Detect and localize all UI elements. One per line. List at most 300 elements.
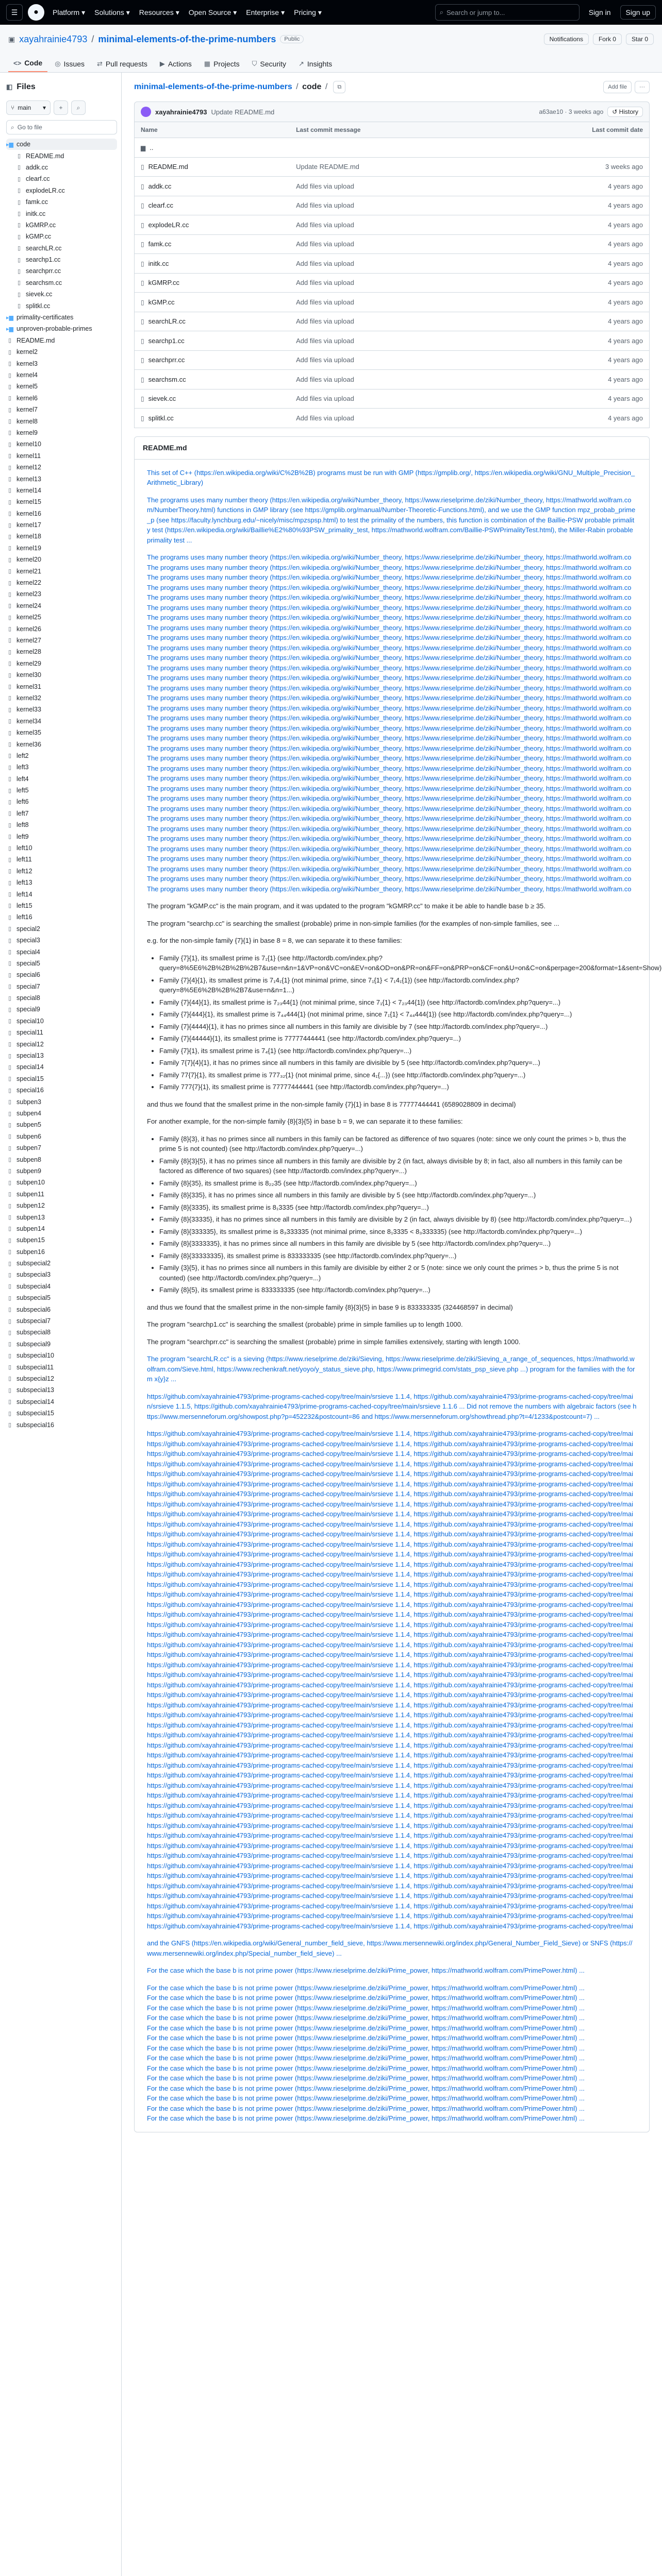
readme-link-line[interactable]: The programs uses many number theory (https://en.wikipedia.org/wiki/Number_theory, https://www.rieselprime.de/ziki/Number_theory, https://mathworld.wolfram.co	[147, 784, 632, 792]
readme-link-line[interactable]: https://github.com/xayahrainie4793/prime-programs-cached-copy/tree/main/srsieve 1.1.4, https://github.com/xayahrainie4793/prime-programs-cached-copy/tree/mai	[147, 1631, 633, 1638]
readme-link-line[interactable]: https://github.com/xayahrainie4793/prime-programs-cached-copy/tree/main/srsieve 1.1.4, https://github.com/xayahrainie4793/prime-programs-cached-copy/tree/mai	[147, 1430, 633, 1437]
file-name-link[interactable]: searchsm.cc	[148, 375, 186, 383]
tree-item[interactable]	[6, 1361, 117, 1372]
tree-item[interactable]	[6, 508, 117, 519]
tree-item[interactable]	[6, 1303, 117, 1315]
commit-message-cell[interactable]: Add files via upload	[290, 350, 487, 370]
readme-link-line[interactable]: For the case which the base b is not prime power (https://www.rieselprime.de/ziki/Prime_power, https://mathworld.wolfram.com/PrimePower.html) ...	[147, 2094, 585, 2102]
github-logo-icon[interactable]: ●	[28, 4, 44, 21]
tree-item[interactable]	[6, 519, 117, 531]
tree-item[interactable]	[6, 1419, 117, 1430]
commit-message-cell[interactable]: Add files via upload	[290, 293, 487, 312]
table-row[interactable]	[135, 138, 650, 158]
tree-item[interactable]	[6, 1292, 117, 1303]
tab-issues[interactable]	[49, 56, 90, 72]
readme-link-line[interactable]: The programs uses many number theory (https://en.wikipedia.org/wiki/Number_theory, https://www.rieselprime.de/ziki/Number_theory, https://mathworld.wolfram.co	[147, 844, 632, 853]
readme-link-line[interactable]: https://github.com/xayahrainie4793/prime-programs-cached-copy/tree/main/srsieve 1.1.4, https://github.com/xayahrainie4793/prime-programs-cached-copy/tree/mai	[147, 1741, 633, 1749]
readme-link-line[interactable]: For the case which the base b is not prime power (https://www.rieselprime.de/ziki/Prime_power, https://mathworld.wolfram.com/PrimePower.html) ...	[147, 2114, 585, 2122]
tree-item[interactable]	[6, 531, 117, 542]
readme-link-line[interactable]: The programs uses many number theory (https://en.wikipedia.org/wiki/Number_theory, https://www.rieselprime.de/ziki/Number_theory, https://mathworld.wolfram.co	[147, 594, 632, 601]
readme-link-line[interactable]: https://github.com/xayahrainie4793/prime-programs-cached-copy/tree/main/srsieve 1.1.4, https://github.com/xayahrainie4793/prime-programs-cached-copy/tree/mai	[147, 1530, 633, 1538]
tab-pull-requests[interactable]	[92, 56, 153, 72]
readme-link-line[interactable]: https://github.com/xayahrainie4793/prime-programs-cached-copy/tree/main/srsieve 1.1.4, https://github.com/xayahrainie4793/prime-programs-cached-copy/tree/mai	[147, 1611, 633, 1618]
tree-item[interactable]	[6, 600, 117, 612]
readme-link-line[interactable]: https://github.com/xayahrainie4793/prime-programs-cached-copy/tree/main/srsieve 1.1.4, https://github.com/xayahrainie4793/prime-programs-cached-copy/tree/mai	[147, 1721, 633, 1729]
readme-link-line[interactable]: https://github.com/xayahrainie4793/prime-programs-cached-copy/tree/main/srsieve 1.1.4, https://github.com/xayahrainie4793/prime-programs-cached-copy/tree/mai	[147, 1681, 633, 1689]
readme-link-line[interactable]: https://github.com/xayahrainie4793/prime-programs-cached-copy/tree/main/srsieve 1.1.4, https://github.com/xayahrainie4793/prime-programs-cached-copy/tree/mai	[147, 1761, 633, 1769]
history-button[interactable]	[607, 107, 643, 117]
readme-link-line[interactable]: https://github.com/xayahrainie4793/prime-programs-cached-copy/tree/main/srsieve 1.1.4, https://github.com/xayahrainie4793/prime-programs-cached-copy/tree/mai	[147, 1520, 633, 1528]
tree-item[interactable]	[6, 808, 117, 819]
tree-item[interactable]	[6, 738, 117, 750]
sign-in-link[interactable]: Sign in	[588, 8, 611, 16]
tree-item[interactable]	[6, 842, 117, 854]
tree-item[interactable]	[6, 1073, 117, 1084]
tree-item[interactable]	[6, 1350, 117, 1361]
tree-item[interactable]	[6, 577, 117, 588]
readme-link-line[interactable]: https://github.com/xayahrainie4793/prime-programs-cached-copy/tree/main/srsieve 1.1.4, https://github.com/xayahrainie4793/prime-programs-cached-copy/tree/mai	[147, 1651, 633, 1658]
copy-path-icon[interactable]: ⧉	[333, 81, 345, 93]
file-name-link[interactable]: README.md	[148, 163, 188, 171]
readme-link-line[interactable]: The programs uses many number theory (https://en.wikipedia.org/wiki/Number_theory, https://www.rieselprime.de/ziki/Number_theory, https://mathworld.wolfram.co	[147, 835, 632, 842]
tree-item[interactable]	[6, 1108, 117, 1119]
readme-link-line[interactable]: The programs uses many number theory (https://en.wikipedia.org/wiki/Number_theory, https://www.rieselprime.de/ziki/Number_theory, https://mathworld.wolfram.co	[147, 603, 632, 612]
tree-item[interactable]	[6, 1327, 117, 1338]
readme-link-line[interactable]: The programs uses many number theory (https://en.wikipedia.org/wiki/Number_theory, https://www.rieselprime.de/ziki/Number_theory, https://mathworld.wolfram.co	[147, 764, 632, 772]
tree-item[interactable]	[6, 415, 117, 427]
top-menu-item[interactable]	[186, 8, 240, 17]
readme-link-line[interactable]: https://github.com/xayahrainie4793/prime-programs-cached-copy/tree/main/srsieve 1.1.4, https://github.com/xayahrainie4793/prime-programs-cached-copy/tree/mai	[147, 1480, 633, 1488]
tree-item[interactable]	[6, 1131, 117, 1142]
tree-item[interactable]	[6, 669, 117, 681]
avatar[interactable]	[141, 107, 151, 117]
tree-item[interactable]	[6, 692, 117, 704]
file-name-link[interactable]: kGMRP.cc	[148, 279, 180, 287]
tree-item[interactable]	[6, 185, 117, 196]
readme-link-line[interactable]: https://github.com/xayahrainie4793/prime-programs-cached-copy/tree/main/srsieve 1.1.4, https://github.com/xayahrainie4793/prime-programs-cached-copy/tree/mai	[147, 1811, 633, 1819]
tree-item[interactable]	[6, 681, 117, 692]
tree-item[interactable]	[6, 427, 117, 438]
tree-item[interactable]	[6, 1038, 117, 1049]
readme-link-line[interactable]: The programs uses many number theory (https://en.wikipedia.org/wiki/Number_theory, https://www.rieselprime.de/ziki/Number_theory, https://mathworld.wolfram.co	[147, 643, 632, 652]
tree-item[interactable]	[6, 1015, 117, 1027]
file-name-cell[interactable]	[135, 196, 290, 215]
readme-link-line[interactable]: https://github.com/xayahrainie4793/prime-programs-cached-copy/tree/main/srsieve 1.1.4, https://github.com/xayahrainie4793/prime-programs-cached-copy/tree/mai	[147, 1450, 633, 1458]
table-row[interactable]	[135, 273, 650, 293]
file-name-cell[interactable]	[135, 215, 290, 235]
tree-item[interactable]	[6, 265, 117, 277]
readme-link-line[interactable]: https://github.com/xayahrainie4793/prime-programs-cached-copy/tree/main/srsieve 1.1.4, https://github.com/xayahrainie4793/prime-programs-cached-copy/tree/mai	[147, 1751, 633, 1759]
file-name-cell[interactable]	[135, 273, 290, 293]
commit-message-cell[interactable]: Add files via upload	[290, 196, 487, 215]
tree-item[interactable]	[6, 473, 117, 484]
tab-projects[interactable]	[199, 56, 245, 72]
readme-link-line[interactable]: https://github.com/xayahrainie4793/prime-programs-cached-copy/tree/main/srsieve 1.1.4, https://github.com/xayahrainie4793/prime-programs-cached-copy/tree/mai	[147, 1731, 633, 1739]
readme-link-line[interactable]: The programs uses many number theory (https://en.wikipedia.org/wiki/Number_theory, https://www.rieselprime.de/ziki/Number_theory, https://mathworld.wolfram.co	[147, 865, 632, 873]
hamburger-menu-icon[interactable]: ☰	[6, 4, 23, 21]
readme-link-line[interactable]: The programs uses many number theory (https://en.wikipedia.org/wiki/Number_theory, https://www.rieselprime.de/ziki/Number_theory, https://mathworld.wolfram.co	[147, 654, 632, 662]
commit-message-cell[interactable]: Add files via upload	[290, 312, 487, 331]
commit-message-cell[interactable]: Add files via upload	[290, 254, 487, 274]
tree-item[interactable]	[6, 485, 117, 496]
file-name-link[interactable]: addk.cc	[148, 182, 172, 190]
file-name-link[interactable]: famk.cc	[148, 240, 172, 248]
commit-message-cell[interactable]: Add files via upload	[290, 389, 487, 409]
table-row[interactable]	[135, 177, 650, 196]
tree-item[interactable]	[6, 704, 117, 715]
readme-link-line[interactable]: https://github.com/xayahrainie4793/prime-programs-cached-copy/tree/main/srsieve 1.1.4, https://github.com/xayahrainie4793/prime-programs-cached-copy/tree/mai	[147, 1550, 633, 1558]
file-name-link[interactable]: searchprr.cc	[148, 356, 185, 364]
readme-link-line[interactable]: For the case which the base b is not prime power (https://www.rieselprime.de/ziki/Prime_power, https://mathworld.wolfram.com/PrimePower.html) ...	[147, 2034, 585, 2042]
tree-item[interactable]	[6, 335, 117, 346]
repo-name-link[interactable]: minimal-elements-of-the-prime-numbers	[98, 33, 276, 44]
file-name-cell[interactable]	[135, 312, 290, 331]
tree-item[interactable]	[6, 404, 117, 415]
readme-link-line[interactable]: https://github.com/xayahrainie4793/prime-programs-cached-copy/tree/main/srsieve 1.1.4, https://github.com/xayahrainie4793/prime-programs-cached-copy/tree/mai	[147, 1841, 633, 1850]
readme-link-line[interactable]: https://github.com/xayahrainie4793/prime-programs-cached-copy/tree/main/srsieve 1.1.4, https://github.com/xayahrainie4793/prime-programs-cached-copy/tree/mai	[147, 1660, 633, 1669]
file-name-cell[interactable]	[135, 370, 290, 389]
repo-action-button[interactable]: Star 0	[626, 33, 654, 45]
readme-link-line[interactable]: For the case which the base b is not prime power (https://www.rieselprime.de/ziki/Prime_power, https://mathworld.wolfram.com/PrimePower.html) ...	[147, 2004, 585, 2012]
tree-item[interactable]	[6, 716, 117, 727]
readme-link-line[interactable]: For the case which the base b is not prime power (https://www.rieselprime.de/ziki/Prime_power, https://mathworld.wolfram.com/PrimePower.html) ...	[147, 2044, 585, 2052]
readme-link-line[interactable]: The programs uses many number theory (https://en.wikipedia.org/wiki/Number_theory, https://www.rieselprime.de/ziki/Number_theory, https://mathworld.wolfram.co	[147, 875, 632, 883]
readme-link-line[interactable]: https://github.com/xayahrainie4793/prime-programs-cached-copy/tree/main/srsieve 1.1.4, https://github.com/xayahrainie4793/prime-programs-cached-copy/tree/mai	[147, 1872, 633, 1879]
tree-item[interactable]	[6, 150, 117, 161]
tree-item[interactable]	[6, 208, 117, 219]
tree-item[interactable]	[6, 785, 117, 796]
tree-item[interactable]	[6, 289, 117, 300]
readme-link-line[interactable]: The programs uses many number theory (https://en.wikipedia.org/wiki/Number_theory, https://www.rieselprime.de/ziki/Number_theory, https://mathworld.wolfram.co	[147, 573, 632, 581]
readme-link-line[interactable]: The programs uses many number theory (https://en.wikipedia.org/wiki/Number_theory, https://www.rieselprime.de/ziki/Number_theory, https://mathworld.wolfram.co	[147, 614, 632, 621]
tree-item[interactable]	[6, 1119, 117, 1130]
table-row[interactable]	[135, 293, 650, 312]
file-name-link[interactable]: searchLR.cc	[148, 317, 186, 326]
tree-item[interactable]	[6, 1315, 117, 1327]
readme-link-line[interactable]: For the case which the base b is not prime power (https://www.rieselprime.de/ziki/Prime_power, https://mathworld.wolfram.com/PrimePower.html) ...	[147, 2084, 585, 2092]
readme-link-line[interactable]: The programs uses many number theory (https://en.wikipedia.org/wiki/Number_theory, https://www.rieselprime.de/ziki/Number_theory, https://mathworld.wolfram.co	[147, 714, 632, 722]
tree-item[interactable]	[6, 1408, 117, 1419]
tree-item[interactable]	[6, 1027, 117, 1038]
readme-link-line[interactable]: https://github.com/xayahrainie4793/prime-programs-cached-copy/tree/main/srsieve 1.1.4, https://github.com/xayahrainie4793/prime-programs-cached-copy/tree/mai	[147, 1460, 633, 1468]
readme-link-line[interactable]: The programs uses many number theory (https://en.wikipedia.org/wiki/Number_theory, https://www.rieselprime.de/ziki/Number_theory, https://mathworld.wolfram.co	[147, 804, 632, 812]
tree-item[interactable]	[6, 277, 117, 289]
file-name-link[interactable]: ..	[150, 143, 154, 151]
readme-link-line[interactable]: The programs uses many number theory (https://en.wikipedia.org/wiki/Number_theory, https://www.rieselprime.de/ziki/Number_theory, https://mathworld.wolfram.co	[147, 815, 632, 822]
tab-security[interactable]	[247, 56, 291, 72]
readme-link-line[interactable]: For the case which the base b is not prime power (https://www.rieselprime.de/ziki/Prime_power, https://mathworld.wolfram.com/PrimePower.html) ...	[147, 2014, 585, 2022]
commit-message-cell[interactable]: Add files via upload	[290, 370, 487, 389]
tree-item[interactable]	[6, 935, 117, 946]
commit-message-cell[interactable]: Add files via upload	[290, 331, 487, 351]
commit-message-cell[interactable]: Add files via upload	[290, 177, 487, 196]
tree-item[interactable]	[6, 254, 117, 265]
table-row[interactable]	[135, 389, 650, 409]
tree-item[interactable]	[6, 1165, 117, 1177]
tree-item[interactable]	[6, 231, 117, 242]
readme-link-line[interactable]: https://github.com/xayahrainie4793/prime-programs-cached-copy/tree/main/srsieve 1.1.4, https://github.com/xayahrainie4793/prime-programs-cached-copy/tree/mai	[147, 1560, 633, 1568]
breadcrumb-action-button[interactable]: ···	[635, 81, 650, 93]
file-name-cell[interactable]	[135, 331, 290, 351]
breadcrumb-action-button[interactable]: Add file	[603, 81, 632, 93]
table-row[interactable]	[135, 234, 650, 254]
commit-message-cell[interactable]: Add files via upload	[290, 273, 487, 293]
tree-item[interactable]	[6, 911, 117, 923]
tab-actions[interactable]	[155, 56, 197, 72]
tree-item[interactable]	[6, 612, 117, 623]
table-row[interactable]	[135, 196, 650, 215]
sign-up-button[interactable]: Sign up	[620, 5, 656, 20]
readme-link-line[interactable]: The programs uses many number theory (https://en.wikipedia.org/wiki/Number_theory, https://www.rieselprime.de/ziki/Number_theory, https://mathworld.wolfram.co	[147, 824, 632, 833]
tree-item[interactable]	[6, 866, 117, 877]
readme-link-line[interactable]: https://github.com/xayahrainie4793/prime-programs-cached-copy/tree/main/srsieve 1.1.4, https://github.com/xayahrainie4793/prime-programs-cached-copy/tree/mai	[147, 1691, 633, 1699]
table-row[interactable]	[135, 254, 650, 274]
readme-link-line[interactable]: https://github.com/xayahrainie4793/prime-programs-cached-copy/tree/main/srsieve 1.1.4, https://github.com/xayahrainie4793/prime-programs-cached-copy/tree/mai	[147, 1832, 633, 1839]
top-menu-item[interactable]	[243, 8, 288, 17]
tree-item[interactable]	[6, 1154, 117, 1165]
file-name-link[interactable]: explodeLR.cc	[148, 221, 189, 229]
file-name-link[interactable]: clearf.cc	[148, 201, 174, 210]
tree-item[interactable]	[6, 1269, 117, 1280]
tree-item[interactable]	[6, 831, 117, 842]
readme-link-line[interactable]: The programs uses many number theory (https://en.wikipedia.org/wiki/Number_theory, https://www.rieselprime.de/ziki/Number_theory, https://mathworld.wolfram.co	[147, 734, 632, 742]
tree-item[interactable]	[6, 946, 117, 957]
tree-item[interactable]	[6, 900, 117, 911]
readme-link-line[interactable]: For the case which the base b is not prime power (https://www.rieselprime.de/ziki/Prime_power, https://mathworld.wolfram.com/PrimePower.html) ...	[147, 1984, 585, 1992]
tree-item[interactable]	[6, 888, 117, 900]
tree-item[interactable]	[6, 1223, 117, 1234]
tree-item[interactable]	[6, 219, 117, 231]
readme-link-line[interactable]: https://github.com/xayahrainie4793/prime-programs-cached-copy/tree/main/srsieve 1.1.4, https://github.com/xayahrainie4793/prime-programs-cached-copy/tree/mai	[147, 1902, 633, 1910]
readme-link-line[interactable]: For the case which the base b is not prime power (https://www.rieselprime.de/ziki/Prime_power, https://mathworld.wolfram.com/PrimePower.html) ...	[147, 2054, 585, 2062]
readme-link-line[interactable]: The programs uses many number theory (https://en.wikipedia.org/wiki/Number_theory, https://www.rieselprime.de/ziki/Number_theory, https://mathworld.wolfram.co	[147, 674, 632, 682]
tab-insights[interactable]	[293, 56, 337, 72]
tree-item[interactable]	[6, 462, 117, 473]
file-name-cell[interactable]	[135, 234, 290, 254]
readme-link-line[interactable]: The programs uses many number theory (https://en.wikipedia.org/wiki/Number_theory, https://www.rieselprime.de/ziki/Number_theory, https://mathworld.wolfram.co	[147, 704, 632, 712]
file-name-link[interactable]: sievek.cc	[148, 395, 176, 403]
readme-link-line[interactable]: https://github.com/xayahrainie4793/prime-programs-cached-copy/tree/main/srsieve 1.1.4, https://github.com/xayahrainie4793/prime-programs-cached-copy/tree/mai	[147, 1892, 633, 1900]
tree-item[interactable]	[6, 1384, 117, 1396]
table-row[interactable]	[135, 409, 650, 428]
tree-item[interactable]	[6, 1177, 117, 1188]
tree-item[interactable]	[6, 1281, 117, 1292]
tree-item[interactable]	[6, 358, 117, 369]
tree-item[interactable]	[6, 1338, 117, 1350]
tree-item[interactable]	[6, 1050, 117, 1061]
readme-link-line[interactable]: https://github.com/xayahrainie4793/prime-programs-cached-copy/tree/main/srsieve 1.1.4, https://github.com/xayahrainie4793/prime-programs-cached-copy/tree/mai	[147, 1711, 633, 1719]
tree-item[interactable]	[6, 796, 117, 807]
file-name-cell[interactable]	[135, 293, 290, 312]
tree-item[interactable]	[6, 588, 117, 600]
file-name-link[interactable]: kGMP.cc	[148, 298, 175, 306]
tree-item[interactable]	[6, 1189, 117, 1200]
tree-item[interactable]	[6, 969, 117, 980]
tree-item[interactable]	[6, 646, 117, 657]
tree-item[interactable]	[6, 450, 117, 462]
branch-selector[interactable]	[6, 100, 51, 115]
file-name-cell[interactable]	[135, 157, 290, 177]
tree-item[interactable]	[6, 761, 117, 773]
readme-link-line[interactable]: The programs uses many number theory (https://en.wikipedia.org/wiki/Number_theory, https://www.rieselprime.de/ziki/Number_theory, https://mathworld.wolfram.co	[147, 583, 632, 591]
tree-item[interactable]	[6, 300, 117, 311]
tree-item[interactable]	[6, 981, 117, 992]
tree-item[interactable]	[6, 623, 117, 634]
tree-item[interactable]	[6, 658, 117, 669]
readme-link-line[interactable]: https://github.com/xayahrainie4793/prime-programs-cached-copy/tree/main/srsieve 1.1.4, https://github.com/xayahrainie4793/prime-programs-cached-copy/tree/mai	[147, 1771, 633, 1779]
breadcrumb-repo-link[interactable]: minimal-elements-of-the-prime-numbers	[134, 82, 292, 91]
global-search-input[interactable]	[435, 4, 580, 21]
readme-link-line[interactable]: https://github.com/xayahrainie4793/prime-programs-cached-copy/tree/main/srsieve 1.1.4, https://github.com/xayahrainie4793/prime-programs-cached-copy/tree/mai	[147, 1640, 633, 1649]
tree-item[interactable]	[6, 1211, 117, 1223]
readme-link-line[interactable]: For the case which the base b is not prime power (https://www.rieselprime.de/ziki/Prime_power, https://mathworld.wolfram.com/PrimePower.html) ...	[147, 2074, 585, 2082]
readme-link-line[interactable]: https://github.com/xayahrainie4793/prime-programs-cached-copy/tree/main/srsieve 1.1.4, https://github.com/xayahrainie4793/prime-programs-cached-copy/tree/mai	[147, 1470, 633, 1478]
tree-item[interactable]	[6, 243, 117, 254]
readme-link-line[interactable]: https://github.com/xayahrainie4793/prime-programs-cached-copy/tree/main/srsieve 1.1.4, https://github.com/xayahrainie4793/prime-programs-cached-copy/tree/mai	[147, 1701, 633, 1709]
tree-item[interactable]	[6, 438, 117, 450]
readme-link-line[interactable]: The programs uses many number theory (https://en.wikipedia.org/wiki/Number_theory, https://www.rieselprime.de/ziki/Number_theory, https://mathworld.wolfram.co	[147, 774, 632, 782]
readme-link-line[interactable]: The programs uses many number theory (https://en.wikipedia.org/wiki/Number_theory, https://www.rieselprime.de/ziki/Number_theory, https://mathworld.wolfram.co	[147, 794, 632, 802]
readme-link-line[interactable]: https://github.com/xayahrainie4793/prime-programs-cached-copy/tree/main/srsieve 1.1.4, https://github.com/xayahrainie4793/prime-programs-cached-copy/tree/mai	[147, 1882, 633, 1890]
readme-link-line[interactable]: https://github.com/xayahrainie4793/prime-programs-cached-copy/tree/main/srsieve 1.1.4, https://github.com/xayahrainie4793/prime-programs-cached-copy/tree/mai	[147, 1570, 633, 1578]
readme-link-line[interactable]: The programs uses many number theory (https://en.wikipedia.org/wiki/Number_theory, https://www.rieselprime.de/ziki/Number_theory, https://mathworld.wolfram.co	[147, 553, 632, 561]
top-menu-item[interactable]	[49, 8, 88, 17]
tree-item[interactable]	[6, 1004, 117, 1015]
file-name-cell[interactable]	[135, 409, 290, 428]
go-to-file-input[interactable]	[6, 120, 117, 134]
tree-item[interactable]	[6, 1061, 117, 1073]
readme-link-line[interactable]: For the case which the base b is not prime power (https://www.rieselprime.de/ziki/Prime_power, https://mathworld.wolfram.com/PrimePower.html) ...	[147, 2104, 585, 2112]
readme-link-line[interactable]: https://github.com/xayahrainie4793/prime-programs-cached-copy/tree/main/srsieve 1.1.4, https://github.com/xayahrainie4793/prime-programs-cached-copy/tree/mai	[147, 1510, 633, 1518]
readme-link-line[interactable]: The programs uses many number theory (https://en.wikipedia.org/wiki/Number_theory, https://www.rieselprime.de/ziki/Number_theory, https://mathworld.wolfram.co	[147, 744, 632, 752]
readme-link-line[interactable]: For the case which the base b is not prime power (https://www.rieselprime.de/ziki/Prime_power, https://mathworld.wolfram.com/PrimePower.html) ...	[147, 1994, 585, 2002]
repo-action-button[interactable]: Fork 0	[593, 33, 622, 45]
tree-item[interactable]	[6, 958, 117, 969]
table-row[interactable]	[135, 215, 650, 235]
tree-item[interactable]	[6, 173, 117, 184]
tree-item[interactable]	[6, 877, 117, 888]
readme-link-line[interactable]: The programs uses many number theory (https://en.wikipedia.org/wiki/Number_theory, https://www.rieselprime.de/ziki/Number_theory, https://mathworld.wolfram.co	[147, 664, 632, 672]
tree-item[interactable]	[6, 381, 117, 392]
readme-link-line[interactable]: https://github.com/xayahrainie4793/prime-programs-cached-copy/tree/main/srsieve 1.1.4, https://github.com/xayahrainie4793/prime-programs-cached-copy/tree/mai	[147, 1590, 633, 1598]
commit-message-cell[interactable]: Add files via upload	[290, 215, 487, 235]
commit-message-cell[interactable]: Add files via upload	[290, 234, 487, 254]
tree-item[interactable]	[6, 393, 117, 404]
file-name-cell[interactable]	[135, 389, 290, 409]
repo-action-button[interactable]: Notifications	[544, 33, 589, 45]
table-row[interactable]	[135, 350, 650, 370]
table-row[interactable]	[135, 312, 650, 331]
tree-item[interactable]	[6, 1396, 117, 1408]
top-menu-item[interactable]	[291, 8, 325, 17]
top-menu-item[interactable]	[91, 8, 133, 17]
readme-link-line[interactable]: For the case which the base b is not prime power (https://www.rieselprime.de/ziki/Prime_power, https://mathworld.wolfram.com/PrimePower.html) ...	[147, 2064, 585, 2072]
readme-link-line[interactable]: https://github.com/xayahrainie4793/prime-programs-cached-copy/tree/main/srsieve 1.1.4, https://github.com/xayahrainie4793/prime-programs-cached-copy/tree/mai	[147, 1490, 633, 1498]
readme-link-line[interactable]: https://github.com/xayahrainie4793/prime-programs-cached-copy/tree/main/srsieve 1.1.4, https://github.com/xayahrainie4793/prime-programs-cached-copy/tree/mai	[147, 1781, 633, 1789]
readme-link-line[interactable]: The programs uses many number theory (https://en.wikipedia.org/wiki/Number_theory, https://www.rieselprime.de/ziki/Number_theory, https://mathworld.wolfram.co	[147, 855, 632, 862]
readme-link-line[interactable]: The programs uses many number theory (https://en.wikipedia.org/wiki/Number_theory, https://www.rieselprime.de/ziki/Number_theory, https://mathworld.wolfram.co	[147, 563, 632, 571]
file-name-cell[interactable]	[135, 350, 290, 370]
top-menu-item[interactable]	[136, 8, 183, 17]
tree-item[interactable]	[6, 139, 117, 150]
commit-message-cell[interactable]: Update README.md	[290, 157, 487, 177]
readme-link-line[interactable]: For the case which the base b is not prime power (https://www.rieselprime.de/ziki/Prime_power, https://mathworld.wolfram.com/PrimePower.html) ...	[147, 2024, 585, 2032]
file-name-cell[interactable]	[135, 254, 290, 274]
file-name-link[interactable]: initk.cc	[148, 259, 169, 267]
readme-link-line[interactable]: https://github.com/xayahrainie4793/prime-programs-cached-copy/tree/main/srsieve 1.1.4, https://github.com/xayahrainie4793/prime-programs-cached-copy/tree/mai	[147, 1600, 633, 1608]
file-name-link[interactable]: splitkl.cc	[148, 414, 174, 422]
tree-item[interactable]	[6, 543, 117, 554]
table-row[interactable]	[135, 157, 650, 177]
tree-item[interactable]	[6, 1258, 117, 1269]
readme-link-line[interactable]: https://github.com/xayahrainie4793/prime-programs-cached-copy/tree/main/srsieve 1.1.4, https://github.com/xayahrainie4793/prime-programs-cached-copy/tree/mai	[147, 1580, 633, 1588]
tree-item[interactable]	[6, 819, 117, 831]
tree-item[interactable]	[6, 923, 117, 935]
tree-item[interactable]	[6, 1373, 117, 1384]
add-file-icon[interactable]: +	[54, 100, 68, 115]
tree-item[interactable]	[6, 312, 117, 323]
readme-link-line[interactable]: https://github.com/xayahrainie4793/prime-programs-cached-copy/tree/main/srsieve 1.1.4, https://github.com/xayahrainie4793/prime-programs-cached-copy/tree/mai	[147, 1861, 633, 1870]
tree-item[interactable]	[6, 854, 117, 865]
readme-link-line[interactable]: The programs uses many number theory (https://en.wikipedia.org/wiki/Number_theory, https://www.rieselprime.de/ziki/Number_theory, https://mathworld.wolfram.co	[147, 694, 632, 702]
readme-link-line[interactable]: The programs uses many number theory (https://en.wikipedia.org/wiki/Number_theory, https://www.rieselprime.de/ziki/Number_theory, https://mathworld.wolfram.co	[147, 634, 632, 641]
tree-item[interactable]	[6, 565, 117, 577]
readme-link-line[interactable]: The programs uses many number theory (https://en.wikipedia.org/wiki/Number_theory, https://www.rieselprime.de/ziki/Number_theory, https://mathworld.wolfram.co	[147, 885, 632, 893]
sidebar-collapse-icon[interactable]: ◧	[6, 83, 13, 91]
commit-message-cell[interactable]	[290, 138, 487, 158]
tree-item[interactable]	[6, 1084, 117, 1096]
commit-message-cell[interactable]: Add files via upload	[290, 409, 487, 428]
readme-link-line[interactable]: https://github.com/xayahrainie4793/prime-programs-cached-copy/tree/main/srsieve 1.1.4, https://github.com/xayahrainie4793/prime-programs-cached-copy/tree/mai	[147, 1439, 633, 1448]
search-icon[interactable]: ⌕	[71, 100, 86, 115]
tree-item[interactable]	[6, 992, 117, 1004]
tree-item[interactable]	[6, 773, 117, 784]
readme-link-line[interactable]: https://github.com/xayahrainie4793/prime-programs-cached-copy/tree/main/srsieve 1.1.4, https://github.com/xayahrainie4793/prime-programs-cached-copy/tree/mai	[147, 1912, 633, 1920]
readme-link-line[interactable]: The programs uses many number theory (https://en.wikipedia.org/wiki/Number_theory, https://www.rieselprime.de/ziki/Number_theory, https://mathworld.wolfram.co	[147, 623, 632, 632]
tree-item[interactable]	[6, 1200, 117, 1211]
commit-message[interactable]: Update README.md	[211, 108, 275, 116]
readme-link-line[interactable]: The programs uses many number theory (https://en.wikipedia.org/wiki/Number_theory, https://www.rieselprime.de/ziki/Number_theory, https://mathworld.wolfram.co	[147, 754, 632, 762]
tab-code[interactable]	[8, 55, 47, 72]
readme-link-line[interactable]: https://github.com/xayahrainie4793/prime-programs-cached-copy/tree/main/srsieve 1.1.4, https://github.com/xayahrainie4793/prime-programs-cached-copy/tree/mai	[147, 1821, 633, 1829]
tree-item[interactable]	[6, 1246, 117, 1258]
tree-item[interactable]	[6, 1142, 117, 1154]
tree-item[interactable]	[6, 346, 117, 358]
readme-link-line[interactable]: https://github.com/xayahrainie4793/prime-programs-cached-copy/tree/main/srsieve 1.1.4, https://github.com/xayahrainie4793/prime-programs-cached-copy/tree/mai	[147, 1791, 633, 1799]
table-row[interactable]	[135, 370, 650, 389]
commit-author[interactable]: xayahrainie4793	[155, 108, 207, 116]
file-name-cell[interactable]	[135, 177, 290, 196]
tree-item[interactable]	[6, 727, 117, 738]
readme-link-line[interactable]: https://github.com/xayahrainie4793/prime-programs-cached-copy/tree/main/srsieve 1.1.4, https://github.com/xayahrainie4793/prime-programs-cached-copy/tree/mai	[147, 1620, 633, 1629]
readme-link-line[interactable]: https://github.com/xayahrainie4793/prime-programs-cached-copy/tree/main/srsieve 1.1.4, https://github.com/xayahrainie4793/prime-programs-cached-copy/tree/mai	[147, 1801, 633, 1809]
tree-item[interactable]	[6, 1096, 117, 1107]
file-name-link[interactable]: searchp1.cc	[148, 336, 185, 345]
readme-link-line[interactable]: https://github.com/xayahrainie4793/prime-programs-cached-copy/tree/main/srsieve 1.1.4, https://github.com/xayahrainie4793/prime-programs-cached-copy/tree/mai	[147, 1671, 633, 1679]
table-row[interactable]	[135, 331, 650, 351]
tree-item[interactable]	[6, 635, 117, 646]
readme-link-line[interactable]: https://github.com/xayahrainie4793/prime-programs-cached-copy/tree/main/srsieve 1.1.4, https://github.com/xayahrainie4793/prime-programs-cached-copy/tree/mai	[147, 1852, 633, 1859]
readme-link-line[interactable]: https://github.com/xayahrainie4793/prime-programs-cached-copy/tree/main/srsieve 1.1.4, https://github.com/xayahrainie4793/prime-programs-cached-copy/tree/mai	[147, 1922, 633, 1930]
readme-link-line[interactable]: https://github.com/xayahrainie4793/prime-programs-cached-copy/tree/main/srsieve 1.1.4, https://github.com/xayahrainie4793/prime-programs-cached-copy/tree/mai	[147, 1540, 633, 1548]
tree-item[interactable]	[6, 369, 117, 381]
tree-item[interactable]	[6, 750, 117, 761]
file-name-cell[interactable]	[135, 138, 290, 158]
readme-link-line[interactable]: The programs uses many number theory (https://en.wikipedia.org/wiki/Number_theory, https://www.rieselprime.de/ziki/Number_theory, https://mathworld.wolfram.co	[147, 684, 632, 692]
tree-item[interactable]	[6, 496, 117, 507]
readme-link-line[interactable]: The programs uses many number theory (https://en.wikipedia.org/wiki/Number_theory, https://www.rieselprime.de/ziki/Number_theory, https://mathworld.wolfram.co	[147, 724, 632, 732]
repo-owner-link[interactable]: xayahrainie4793	[19, 33, 88, 44]
